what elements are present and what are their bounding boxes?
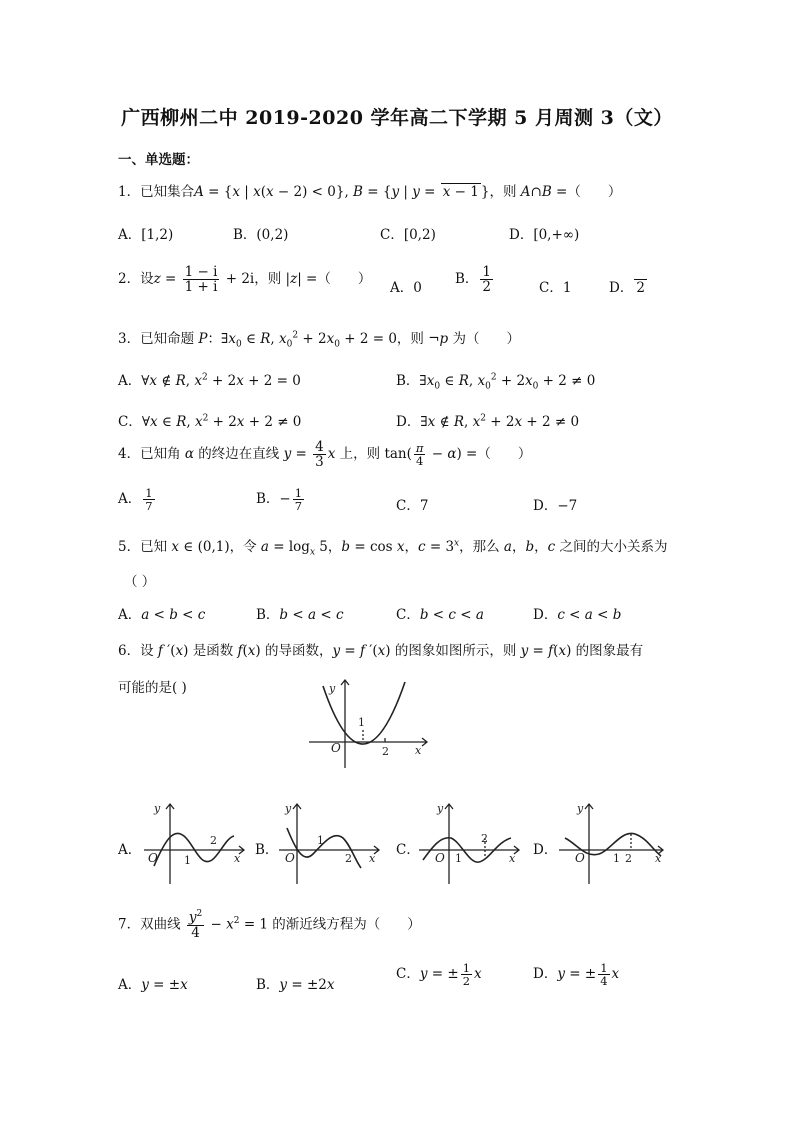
q3-option-c: C．∀x ∈ R, $x^2 + 2x + 2 \ne 0$ (118, 413, 302, 430)
derivative-curve (323, 682, 405, 744)
svg-text:1: 1 (317, 834, 324, 847)
q3-option-b: B．$\exists x_0$ ∈ R, $x_0^2 + 2x_0 + 2 \ne 0$ (396, 372, 596, 392)
q1-option-c: C．[0,2) (380, 227, 436, 243)
derivative-graph (305, 672, 435, 772)
q6-option-d-graph (555, 798, 670, 888)
question-7: 7．双曲线 $\frac{y^2}{4}$ − $x^2 = 1$ 的渐近线方程为（ ） (118, 909, 421, 941)
q2-option-c: C．1 (539, 280, 572, 296)
question-5-bracket: （ ） (124, 574, 156, 590)
q3-option-d: D．∃x ∉ R, $x^2 + 2x + 2 \ne 0$ (396, 413, 580, 430)
q1-option-b: B．(0,2) (233, 227, 289, 243)
derivative-label-2: 2 (382, 745, 389, 758)
svg-text:y: y (577, 802, 584, 815)
q5-option-c: C．b < c < a (396, 607, 484, 623)
q4-option-d: D．−7 (533, 498, 578, 514)
question-3: 3．已知命题 P：$\exists x_0$ ∈ R, $x_0^2 + 2x_0 + 2 = 0$，则 ¬p 为（ ） (118, 330, 520, 350)
svg-text:2: 2 (481, 832, 488, 845)
q7-option-a: A．y = ±x (118, 977, 188, 993)
svg-text:1: 1 (613, 852, 620, 865)
q7-option-c: C．y = ± $\frac{1}{2}$ x (396, 961, 482, 989)
svg-text:2: 2 (210, 834, 217, 847)
q2-option-b: B． $\frac{1}{2}$ (455, 264, 492, 296)
derivative-label-1: 1 (358, 716, 365, 729)
q5-option-b: B．b < a < c (256, 607, 344, 623)
question-1-number: 1．已知集合 (118, 184, 195, 200)
question-1 (118, 180, 621, 200)
svg-text:y: y (154, 802, 161, 815)
svg-text:2: 2 (345, 852, 352, 865)
q6-option-d-label: D． (533, 842, 558, 858)
page-title: 广西柳州二中 2019-2020 学年高二下学期 5 月周测 3（文） (121, 107, 673, 129)
question-5: 5．已知 x ∈ (0,1)，令 $a = \log_x 5$，b = cos x，$c = 3^x$，那么 a，b，c 之间的大小关系为 (118, 538, 668, 558)
q6-option-a-label: A． (118, 842, 142, 858)
q2-option-a: A．0 (390, 280, 422, 296)
svg-text:1: 1 (184, 854, 191, 867)
q4-option-c: C．7 (396, 498, 429, 514)
q7-option-b: B．y = ±2x (256, 977, 335, 993)
q7-option-d: D．y = ± $\frac{1}{4}$ x (533, 961, 620, 989)
svg-text:y: y (285, 802, 292, 815)
svg-text:x: x (234, 852, 241, 865)
q2-option-d: D． 2 (609, 280, 645, 296)
q6-option-b-label: B． (255, 842, 279, 858)
question-6-line2: 可能的是( ) (118, 680, 187, 696)
svg-text:1: 1 (455, 852, 462, 865)
svg-text:x: x (509, 852, 516, 865)
q1-option-d: D．[0,+∞) (509, 227, 580, 243)
question-2-formula: z = $\frac{1 - i}{1 + i}$ + 2i，则 |z| =（ ） (153, 264, 372, 296)
question-2 (118, 265, 371, 294)
derivative-x-label: x (415, 744, 422, 757)
q6-option-b-graph (275, 798, 385, 888)
svg-text:O: O (148, 851, 158, 865)
svg-text:x: x (655, 852, 662, 865)
q3-option-a: A．∀x ∉ R, $x^2 + 2x + 2 = 0$ (118, 372, 301, 389)
svg-text:O: O (575, 851, 585, 865)
section-heading: 一、单选题： (118, 152, 199, 168)
svg-text:O: O (285, 851, 295, 865)
q5-option-a: A．a < b < c (118, 607, 206, 623)
svg-text:O: O (435, 851, 445, 865)
question-2-number: 2．设 (118, 271, 154, 288)
svg-text:y: y (437, 802, 444, 815)
derivative-origin-label: O (331, 741, 341, 755)
q4-option-b: B．− $\frac{1}{7}$ (256, 486, 303, 514)
svg-text:x: x (369, 852, 376, 865)
question-6: 6．设 f ′(x) 是函数 f(x) 的导函数，y = f ′(x) 的图象如图所示，则 y = f(x) 的图象最有 (118, 643, 644, 659)
svg-text:2: 2 (625, 852, 632, 865)
q6-option-a-graph (140, 798, 250, 888)
q4-option-a: A． $\frac{1}{7}$ (118, 486, 153, 514)
derivative-y-label: y (329, 682, 336, 695)
q6-option-c-graph (415, 798, 525, 888)
q1-option-a: A．[1,2) (118, 227, 174, 243)
q5-option-d: D．c < a < b (533, 607, 622, 623)
q6-option-c-label: C． (396, 842, 420, 858)
question-4: 4．已知角 α 的终边在直线 y = $\frac{4}{3}$ x 上，则 tan( $\frac{\pi}{4}$ − α) =（ ） (118, 439, 532, 471)
question-1-formula: A = {x | x(x − 2) < 0}, B = {y | y = x − 1 }，则 A∩B =（ ） (194, 184, 622, 200)
